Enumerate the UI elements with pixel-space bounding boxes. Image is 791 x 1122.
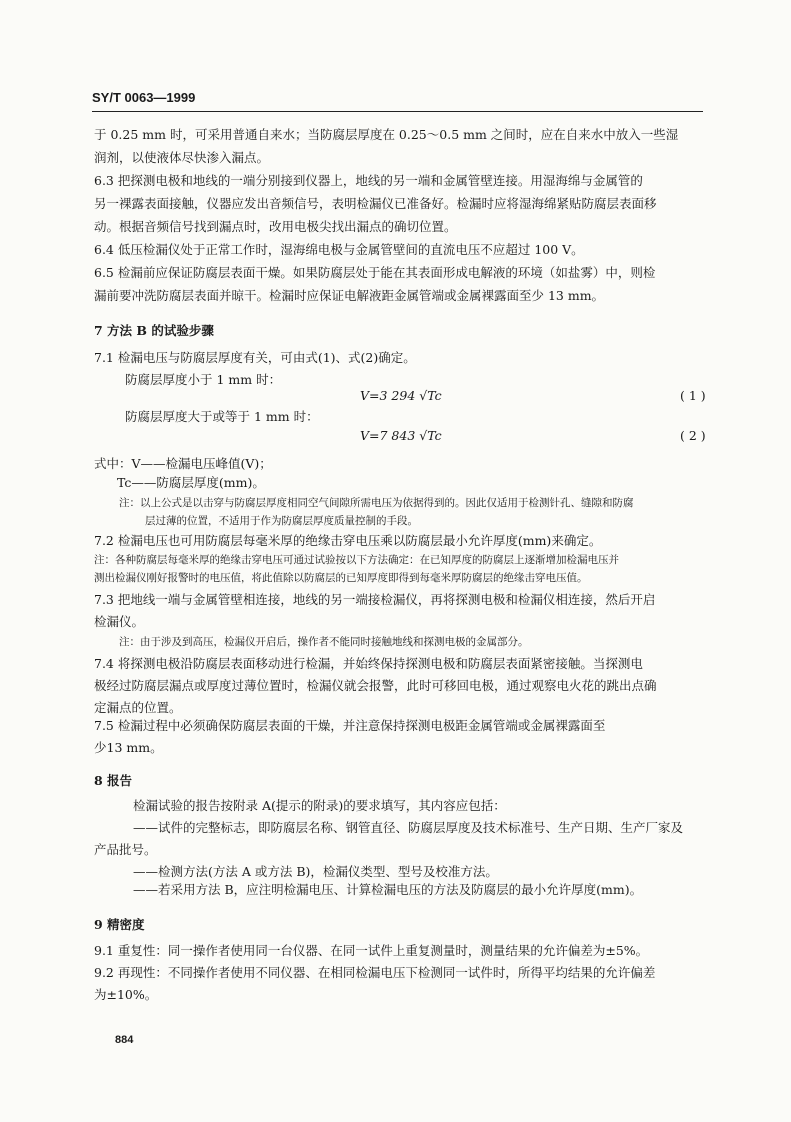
text-line: 防腐层厚度小于 1 mm 时： — [125, 372, 282, 387]
equation-1: V=3 294 √Tc — [360, 388, 442, 403]
text-line: 检漏仪。 — [94, 614, 145, 629]
text-line: 产品批号。 — [94, 842, 157, 857]
note-line: 测出检漏仪刚好报警时的电压值，将此值除以防腐层的已知厚度即得到每毫米厚防腐层的绝缘击穿电压值。 — [94, 572, 588, 584]
text-line: 少13 mm。 — [94, 740, 163, 755]
text-line: 7.4 将探测电极沿防腐层表面移动进行检漏，并始终保持探测电极和防腐层表面紧密接触。当探测电 — [94, 656, 643, 671]
equation-number-2: ( 2 ) — [680, 428, 706, 443]
text-line: 检漏试验的报告按附录 A(提示的附录)的要求填写，其内容应包括： — [133, 798, 506, 813]
section-heading-7: 7 方法 B 的试验步骤 — [94, 323, 214, 338]
text-line: 7.1 检漏电压与防腐层厚度有关，可由式(1)、式(2)确定。 — [94, 350, 416, 365]
text-line: 式中：V——检漏电压峰值(V)； — [94, 456, 272, 471]
text-line: 6.3 把探测电极和地线的一端分别接到仪器上，地线的另一端和金属管壁连接。用湿海绵与金属管的 — [94, 173, 643, 188]
text-line: ——若采用方法 B，应注明检漏电压、计算检漏电压的方法及防腐层的最小允许厚度(mm)。 — [133, 882, 643, 897]
page-number: 884 — [115, 1034, 134, 1046]
text-line: 为±10%。 — [94, 987, 158, 1002]
text-line: ——检测方法(方法 A 或方法 B)，检漏仪类型、型号及校准方法。 — [133, 864, 498, 879]
note-line: 注：由于涉及到高压，检漏仪开启后，操作者不能同时接触地线和探测电极的金属部分。 — [119, 636, 529, 648]
text-line: 7.5 检漏过程中必须确保防腐层表面的干燥，并注意保持探测电极距金属管端或金属裸露面至 — [94, 718, 606, 733]
text-line: 9.1 重复性：同一操作者使用同一台仪器、在同一试件上重复测量时，测量结果的允许偏差为±5%。 — [94, 943, 649, 958]
text-line: 另一裸露表面接触，仪器应发出音频信号，表明检漏仪已准备好。检漏时应将湿海绵紧贴防腐层表面移 — [94, 196, 657, 211]
note-line: 注：各种防腐层每毫米厚的绝缘击穿电压可通过试验按以下方法确定：在已知厚度的防腐层上逐渐增加检漏电压并 — [94, 554, 619, 566]
standard-code: SY/T 0063—1999 — [92, 90, 196, 105]
text-line: 动。根据音频信号找到漏点时，改用电极尖找出漏点的确切位置。 — [94, 219, 457, 234]
text-line: 防腐层厚度大于或等于 1 mm 时： — [125, 409, 319, 424]
section-heading-8: 8 报告 — [94, 773, 133, 788]
text-line: 漏前要冲洗防腐层表面并晾干。检漏时应保证电解液距金属管端或金属裸露面至少 13 mm。 — [94, 288, 605, 303]
text-line: 9.2 再现性：不同操作者使用不同仪器、在相同检漏电压下检测同一试件时，所得平均结果的允许偏差 — [94, 965, 656, 980]
note-line: 层过薄的位置，不适用于作为防腐层厚度质量控制的手段。 — [145, 515, 418, 527]
text-line: 7.2 检漏电压也可用防腐层每毫米厚的绝缘击穿电压乘以防腐层最小允许厚度(mm)来确定。 — [94, 533, 602, 548]
text-line: 6.4 低压检漏仪处于正常工作时，湿海绵电极与金属管壁间的直流电压不应超过 100 V。 — [94, 242, 584, 257]
text-line: ——试件的完整标志，即防腐层名称、钢管直径、防腐层厚度及技术标准号、生产日期、生产厂家及 — [133, 820, 684, 835]
section-heading-9: 9 精密度 — [94, 917, 145, 932]
text-line: 于 0.25 mm 时，可采用普通自来水；当防腐层厚度在 0.25～0.5 mm 之间时，应在自来水中放入一些湿 — [94, 127, 679, 142]
text-line: Tc——防腐层厚度(mm)。 — [117, 475, 265, 490]
text-line: 极经过防腐层漏点或厚度过薄位置时，检漏仪就会报警，此时可移回电极，通过观察电火花的跳出点确 — [94, 678, 657, 693]
equation-number-1: ( 1 ) — [680, 388, 706, 403]
text-line: 6.5 检漏前应保证防腐层表面干燥。如果防腐层处于能在其表面形成电解液的环境（如盐雾）中，则检 — [94, 265, 656, 280]
header-rule — [92, 111, 703, 112]
equation-2: V=7 843 √Tc — [360, 428, 442, 443]
text-line: 润剂，以使液体尽快渗入漏点。 — [94, 150, 270, 165]
text-line: 7.3 把地线一端与金属管壁相连接，地线的另一端接检漏仪，再将探测电极和检漏仪相连接，然后开启 — [94, 592, 656, 607]
text-line: 定漏点的位置。 — [94, 700, 182, 715]
note-line: 注：以上公式是以击穿与防腐层厚度相同空气间隙所需电压为依据得到的。因此仅适用于检测针孔、缝隙和防腐 — [119, 497, 634, 509]
